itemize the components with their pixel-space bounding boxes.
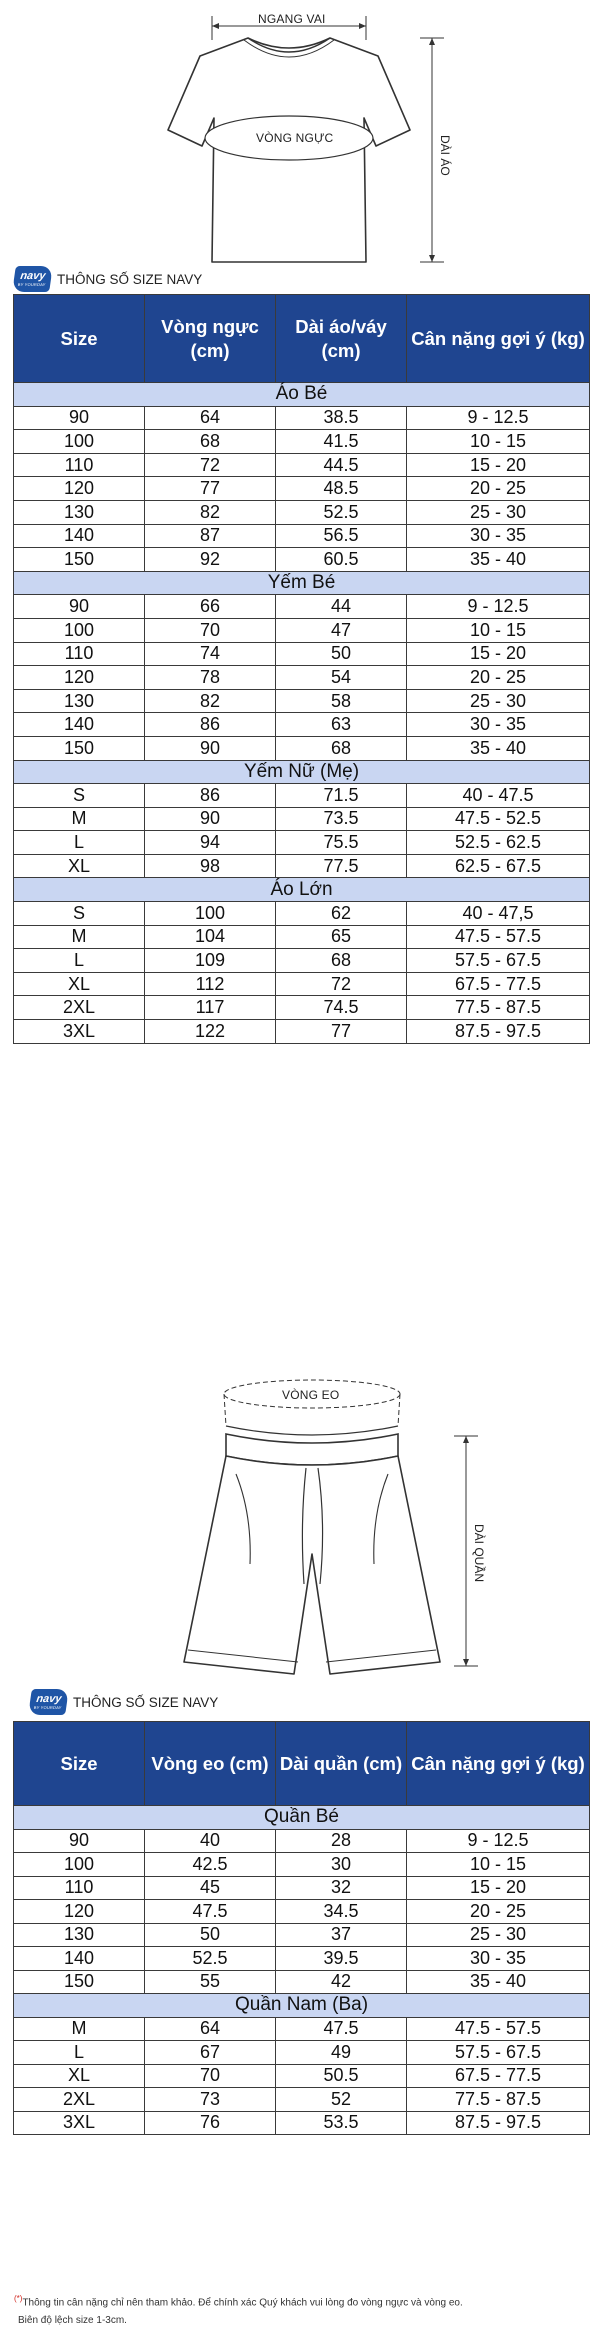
table-cell: 47.5 <box>145 1900 276 1924</box>
table-cell: S <box>14 902 145 926</box>
table-cell: 32 <box>276 1876 407 1900</box>
table-row <box>14 430 590 454</box>
table-row <box>14 1947 590 1971</box>
shirt-brand-header <box>14 266 202 292</box>
table-cell: 110 <box>14 642 145 666</box>
shirt-table-body <box>14 383 590 1044</box>
table-cell: 28 <box>276 1829 407 1853</box>
section-row <box>14 760 590 784</box>
table-cell: 71.5 <box>276 784 407 808</box>
table-cell: 77 <box>276 1020 407 1044</box>
table-cell: 10 - 15 <box>407 430 590 454</box>
table-row <box>14 2064 590 2088</box>
table-cell: 120 <box>14 477 145 501</box>
table-cell: 30 - 35 <box>407 713 590 737</box>
table-cell: 30 - 35 <box>407 524 590 548</box>
table-cell: 77.5 - 87.5 <box>407 2088 590 2112</box>
table-cell: XL <box>14 2064 145 2088</box>
table-cell: 120 <box>14 666 145 690</box>
table-cell: 35 - 40 <box>407 548 590 572</box>
table-cell: 20 - 25 <box>407 666 590 690</box>
table-cell: 87.5 - 97.5 <box>407 1020 590 1044</box>
table-cell: 74.5 <box>276 996 407 1020</box>
table-cell: 77.5 - 87.5 <box>407 996 590 1020</box>
pants-brand-header <box>30 1689 218 1715</box>
table-cell: XL <box>14 854 145 878</box>
table-cell: 100 <box>14 618 145 642</box>
table-cell: 104 <box>145 925 276 949</box>
table-cell: 150 <box>14 548 145 572</box>
table-cell: S <box>14 784 145 808</box>
table-cell: 50 <box>276 642 407 666</box>
table-row <box>14 1970 590 1994</box>
shorts-illustration <box>0 1374 600 1684</box>
table-cell: 130 <box>14 689 145 713</box>
table-cell: 42 <box>276 1970 407 1994</box>
table-cell: 52 <box>276 2088 407 2112</box>
table-cell: 52.5 <box>276 500 407 524</box>
table-cell: 94 <box>145 831 276 855</box>
pants-length-label: DÀI QUẦN <box>472 1524 486 1583</box>
table-cell: 77 <box>145 477 276 501</box>
chest-label: VÒNG NGỰC <box>256 131 334 145</box>
table-cell: 100 <box>14 1853 145 1877</box>
section-title: Yếm Bé <box>14 571 590 595</box>
table-row <box>14 736 590 760</box>
table-row <box>14 406 590 430</box>
table-cell: L <box>14 949 145 973</box>
table-row <box>14 807 590 831</box>
table-cell: L <box>14 2041 145 2065</box>
table-cell: 68 <box>276 736 407 760</box>
table-cell: 117 <box>145 996 276 1020</box>
table-row <box>14 1900 590 1924</box>
table-cell: 122 <box>145 1020 276 1044</box>
table-cell: 47.5 - 52.5 <box>407 807 590 831</box>
table-cell: 53.5 <box>276 2111 407 2135</box>
header-waist: Vòng eo (cm) <box>145 1722 276 1806</box>
table-cell: 41.5 <box>276 430 407 454</box>
table-cell: 110 <box>14 1876 145 1900</box>
table-row <box>14 972 590 996</box>
table-cell: 40 <box>145 1829 276 1853</box>
table-cell: 35 - 40 <box>407 1970 590 1994</box>
table-cell: 74 <box>145 642 276 666</box>
table-cell: 10 - 15 <box>407 1853 590 1877</box>
section-row <box>14 383 590 407</box>
table-cell: 47.5 - 57.5 <box>407 2017 590 2041</box>
table-cell: 45 <box>145 1876 276 1900</box>
navy-logo: navy BY YOURDAY <box>12 266 53 292</box>
table-cell: 57.5 - 67.5 <box>407 2041 590 2065</box>
table-cell: 3XL <box>14 1020 145 1044</box>
table-cell: 10 - 15 <box>407 618 590 642</box>
table-cell: M <box>14 925 145 949</box>
table-cell: 73.5 <box>276 807 407 831</box>
table-row <box>14 500 590 524</box>
pants-size-table <box>13 1721 590 2135</box>
header-length: Dài quần (cm) <box>276 1722 407 1806</box>
table-cell: M <box>14 807 145 831</box>
table-row <box>14 666 590 690</box>
table-row <box>14 1923 590 1947</box>
table-cell: 110 <box>14 453 145 477</box>
table-cell: 98 <box>145 854 276 878</box>
table-header-row <box>14 1722 590 1806</box>
footnote <box>14 2290 586 2330</box>
header-size: Size <box>14 295 145 383</box>
header-size: Size <box>14 1722 145 1806</box>
table-cell: 15 - 20 <box>407 453 590 477</box>
table-cell: 30 - 35 <box>407 1947 590 1971</box>
size-chart-title: THÔNG SỐ SIZE NAVY <box>73 1694 219 1710</box>
navy-logo: navy BY YOURDAY <box>28 1689 69 1715</box>
table-row <box>14 2041 590 2065</box>
table-cell: 150 <box>14 1970 145 1994</box>
footnote-line-2: Biên độ lệch size 1-3cm. <box>18 2315 127 2327</box>
table-cell: 77.5 <box>276 854 407 878</box>
table-cell: 87 <box>145 524 276 548</box>
section-row <box>14 571 590 595</box>
table-row <box>14 689 590 713</box>
table-cell: 55 <box>145 1970 276 1994</box>
shirt-length-label: DÀI ÁO <box>438 135 452 176</box>
table-cell: 112 <box>145 972 276 996</box>
table-row <box>14 477 590 501</box>
section-row <box>14 878 590 902</box>
table-cell: 130 <box>14 500 145 524</box>
section-title: Áo Lớn <box>14 878 590 902</box>
table-cell: 100 <box>14 430 145 454</box>
table-cell: 62.5 - 67.5 <box>407 854 590 878</box>
table-row <box>14 548 590 572</box>
table-row <box>14 949 590 973</box>
table-cell: 15 - 20 <box>407 642 590 666</box>
table-cell: 39.5 <box>276 1947 407 1971</box>
table-cell: 68 <box>145 430 276 454</box>
table-cell: 34.5 <box>276 1900 407 1924</box>
footnote-line-1: (*)Thông tin cân nặng chỉ nên tham khảo. Để chính xác Quý khách vui lòng đo vòng ngực và vòng eo. <box>14 2294 463 2309</box>
table-cell: 60.5 <box>276 548 407 572</box>
table-row <box>14 2017 590 2041</box>
table-cell: 130 <box>14 1923 145 1947</box>
table-cell: 70 <box>145 2064 276 2088</box>
shoulder-width-label: NGANG VAI <box>258 12 326 26</box>
table-cell: 50 <box>145 1923 276 1947</box>
table-cell: 82 <box>145 689 276 713</box>
pants-diagram <box>0 1374 600 1684</box>
size-chart-title: THÔNG SỐ SIZE NAVY <box>57 271 203 287</box>
table-row <box>14 713 590 737</box>
table-cell: 2XL <box>14 2088 145 2112</box>
table-cell: 70 <box>145 618 276 642</box>
table-row <box>14 618 590 642</box>
section-row <box>14 1806 590 1830</box>
table-cell: 52.5 <box>145 1947 276 1971</box>
table-row <box>14 1829 590 1853</box>
table-cell: 38.5 <box>276 406 407 430</box>
table-cell: 140 <box>14 1947 145 1971</box>
table-cell: 20 - 25 <box>407 1900 590 1924</box>
table-cell: 40 - 47.5 <box>407 784 590 808</box>
table-cell: 20 - 25 <box>407 477 590 501</box>
table-cell: L <box>14 831 145 855</box>
table-cell: 90 <box>14 406 145 430</box>
table-row <box>14 524 590 548</box>
table-cell: 2XL <box>14 996 145 1020</box>
table-row <box>14 453 590 477</box>
table-row <box>14 925 590 949</box>
table-cell: 62 <box>276 902 407 926</box>
table-row <box>14 642 590 666</box>
table-cell: 76 <box>145 2111 276 2135</box>
table-cell: 49 <box>276 2041 407 2065</box>
table-cell: 48.5 <box>276 477 407 501</box>
table-row <box>14 2088 590 2112</box>
table-cell: 109 <box>145 949 276 973</box>
table-cell: 47.5 - 57.5 <box>407 925 590 949</box>
table-row <box>14 1853 590 1877</box>
table-cell: 67 <box>145 2041 276 2065</box>
table-row <box>14 854 590 878</box>
table-cell: 9 - 12.5 <box>407 595 590 619</box>
table-row <box>14 996 590 1020</box>
table-cell: 42.5 <box>145 1853 276 1877</box>
section-title: Yếm Nữ (Mẹ) <box>14 760 590 784</box>
table-cell: 37 <box>276 1923 407 1947</box>
table-cell: 90 <box>14 1829 145 1853</box>
section-row <box>14 1994 590 2018</box>
table-cell: 30 <box>276 1853 407 1877</box>
table-cell: 72 <box>145 453 276 477</box>
table-cell: 86 <box>145 784 276 808</box>
table-cell: 65 <box>276 925 407 949</box>
section-title: Quần Nam (Ba) <box>14 1994 590 2018</box>
table-cell: 68 <box>276 949 407 973</box>
table-cell: 54 <box>276 666 407 690</box>
table-cell: 90 <box>14 595 145 619</box>
table-cell: 47.5 <box>276 2017 407 2041</box>
table-cell: 52.5 - 62.5 <box>407 831 590 855</box>
table-cell: 25 - 30 <box>407 689 590 713</box>
header-weight: Cân nặng gợi ý (kg) <box>407 295 590 383</box>
section-title: Áo Bé <box>14 383 590 407</box>
shirt-size-table <box>13 294 590 1044</box>
table-cell: 44.5 <box>276 453 407 477</box>
table-row <box>14 2111 590 2135</box>
table-cell: 86 <box>145 713 276 737</box>
table-cell: 47 <box>276 618 407 642</box>
table-cell: 35 - 40 <box>407 736 590 760</box>
table-cell: XL <box>14 972 145 996</box>
table-cell: 75.5 <box>276 831 407 855</box>
table-cell: 56.5 <box>276 524 407 548</box>
table-cell: 120 <box>14 1900 145 1924</box>
table-cell: 67.5 - 77.5 <box>407 2064 590 2088</box>
table-cell: 25 - 30 <box>407 500 590 524</box>
table-cell: 150 <box>14 736 145 760</box>
table-cell: 58 <box>276 689 407 713</box>
table-cell: 57.5 - 67.5 <box>407 949 590 973</box>
table-cell: 66 <box>145 595 276 619</box>
table-cell: 140 <box>14 524 145 548</box>
table-header-row <box>14 295 590 383</box>
table-row <box>14 784 590 808</box>
table-cell: 50.5 <box>276 2064 407 2088</box>
table-cell: 3XL <box>14 2111 145 2135</box>
shirt-diagram <box>0 0 600 270</box>
header-weight: Cân nặng gợi ý (kg) <box>407 1722 590 1806</box>
table-cell: 64 <box>145 2017 276 2041</box>
table-row <box>14 1020 590 1044</box>
header-chest: Vòng ngực (cm) <box>145 295 276 383</box>
table-cell: 9 - 12.5 <box>407 1829 590 1853</box>
table-cell: 15 - 20 <box>407 1876 590 1900</box>
table-cell: 82 <box>145 500 276 524</box>
table-cell: M <box>14 2017 145 2041</box>
table-cell: 90 <box>145 807 276 831</box>
table-cell: 100 <box>145 902 276 926</box>
table-cell: 9 - 12.5 <box>407 406 590 430</box>
table-cell: 140 <box>14 713 145 737</box>
table-cell: 67.5 - 77.5 <box>407 972 590 996</box>
table-cell: 72 <box>276 972 407 996</box>
table-cell: 92 <box>145 548 276 572</box>
table-row <box>14 831 590 855</box>
table-cell: 73 <box>145 2088 276 2112</box>
table-cell: 40 - 47,5 <box>407 902 590 926</box>
table-row <box>14 902 590 926</box>
table-cell: 64 <box>145 406 276 430</box>
pants-table-body <box>14 1806 590 2135</box>
table-cell: 63 <box>276 713 407 737</box>
section-title: Quần Bé <box>14 1806 590 1830</box>
table-cell: 44 <box>276 595 407 619</box>
table-cell: 90 <box>145 736 276 760</box>
table-row <box>14 595 590 619</box>
table-cell: 78 <box>145 666 276 690</box>
table-cell: 87.5 - 97.5 <box>407 2111 590 2135</box>
table-row <box>14 1876 590 1900</box>
table-cell: 25 - 30 <box>407 1923 590 1947</box>
header-length: Dài áo/váy (cm) <box>276 295 407 383</box>
waist-label: VÒNG EO <box>282 1388 340 1402</box>
